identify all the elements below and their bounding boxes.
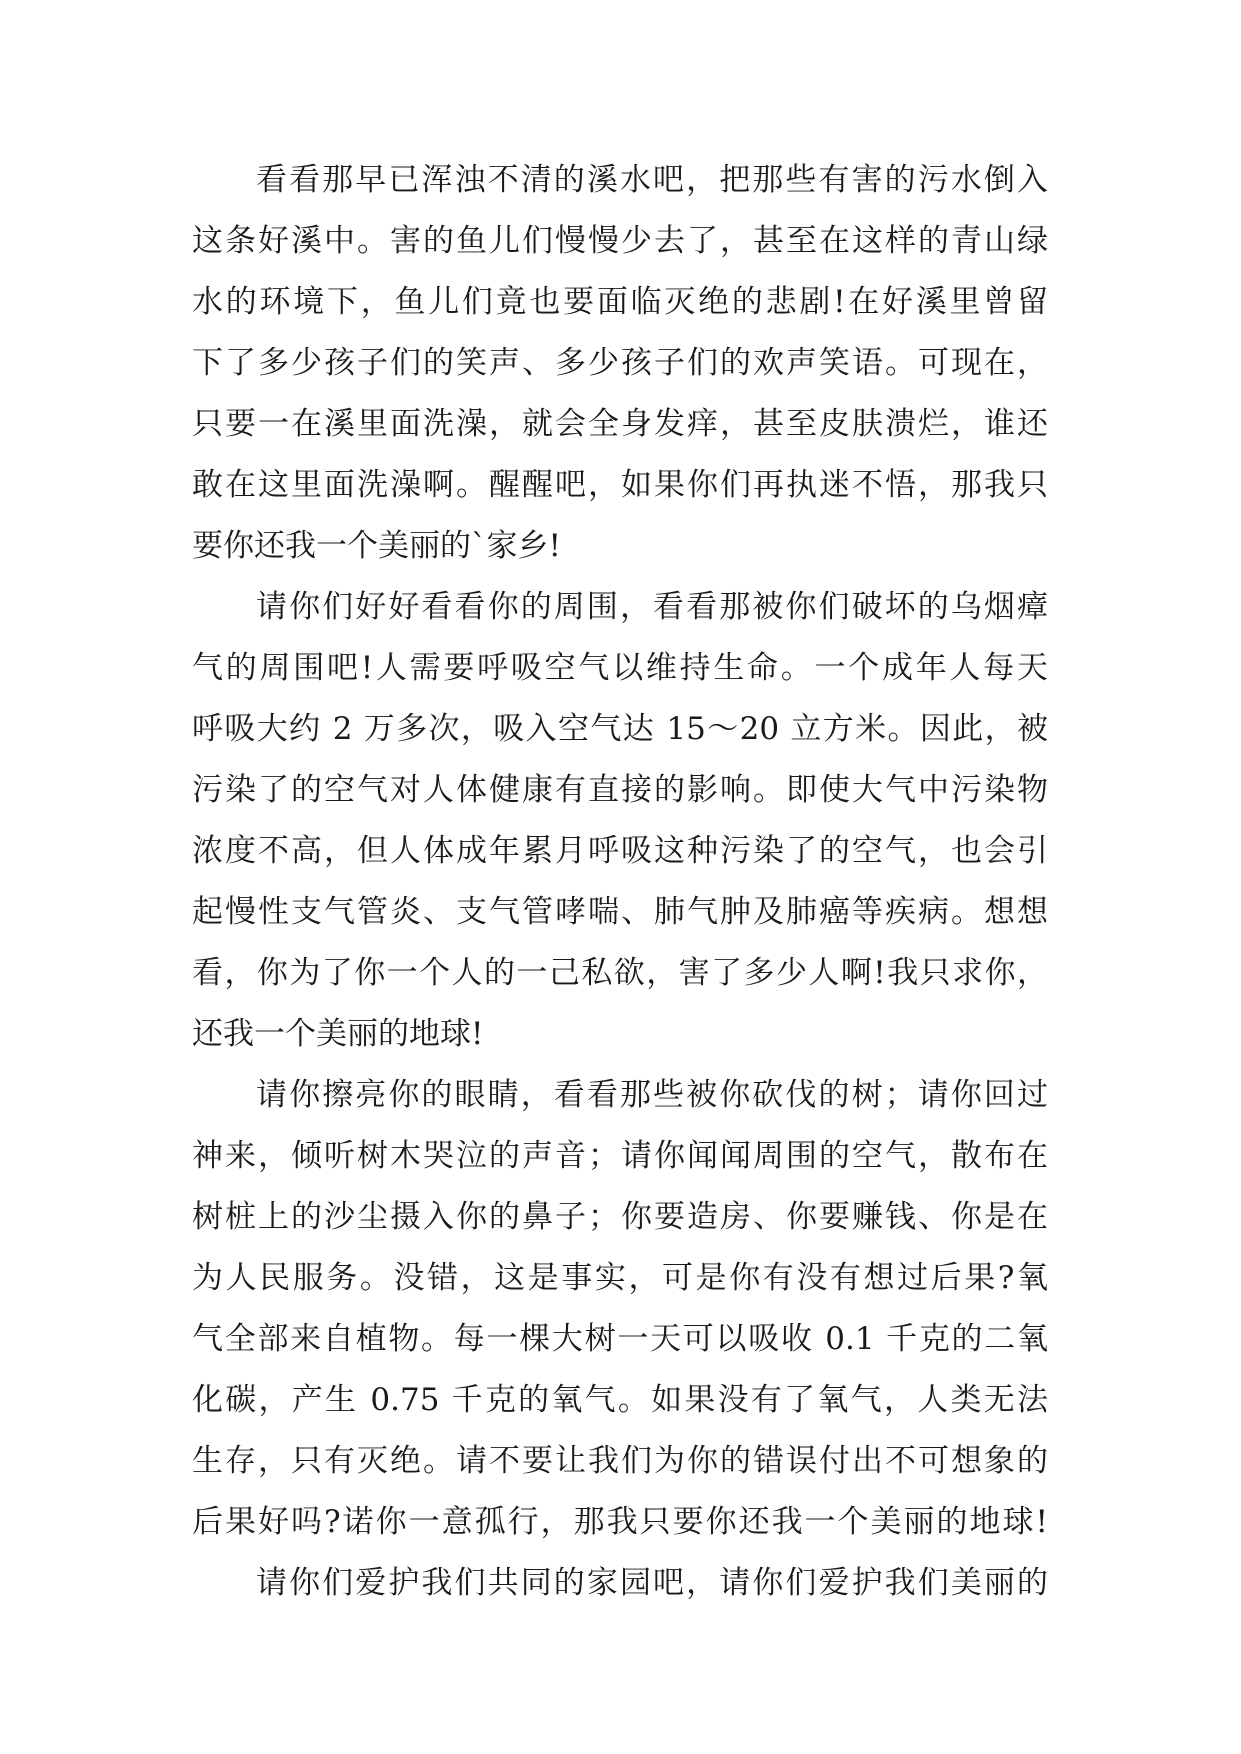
text-line: 要你还我一个美丽的`家乡!: [192, 528, 561, 564]
text-line: 这条好溪中。害的鱼儿们慢慢少去了，甚至在这样的青山绿: [192, 223, 1048, 259]
text-line: 看看那早已浑浊不清的溪水吧，把那些有害的污水倒入: [256, 162, 1048, 198]
text-line: 敢在这里面洗澡啊。醒醒吧，如果你们再执迷不悟，那我只: [192, 467, 1048, 503]
text-line: 气的周围吧!人需要呼吸空气以维持生命。一个成年人每天: [192, 650, 1048, 686]
text-line: 水的环境下，鱼儿们竟也要面临灭绝的悲剧!在好溪里曾留: [192, 284, 1048, 320]
text-line: 为人民服务。没错，这是事实，可是你有没有想过后果?氧: [192, 1260, 1048, 1296]
paragraph: [192, 150, 1048, 577]
document-page: [192, 150, 1048, 1614]
text-line: 气全部来自植物。每一棵大树一天可以吸收 0.1 千克的二氧: [192, 1321, 1048, 1357]
text-line: 还我一个美丽的地球!: [192, 1016, 484, 1052]
text-line: 请你们好好看看你的周围，看看那被你们破坏的乌烟瘴: [256, 589, 1048, 625]
text-line: 请你擦亮你的眼睛，看看那些被你砍伐的树；请你回过: [256, 1077, 1048, 1113]
text-line: 树桩上的沙尘摄入你的鼻子；你要造房、你要赚钱、你是在: [192, 1199, 1048, 1235]
text-line: 化碳，产生 0.75 千克的氧气。如果没有了氧气，人类无法: [192, 1382, 1048, 1418]
text-line: 起慢性支气管炎、支气管哮喘、肺气肿及肺癌等疾病。想想: [192, 894, 1048, 930]
paragraph: [192, 1553, 1048, 1614]
text-line: 看，你为了你一个人的一己私欲，害了多少人啊!我只求你，: [192, 955, 1048, 991]
text-line: 呼吸大约 2 万多次，吸入空气达 15～20 立方米。因此，被: [192, 711, 1048, 747]
text-line: 浓度不高，但人体成年累月呼吸这种污染了的空气，也会引: [192, 833, 1048, 869]
paragraph: [192, 1065, 1048, 1553]
text-line: 只要一在溪里面洗澡，就会全身发痒，甚至皮肤溃烂，谁还: [192, 406, 1048, 442]
text-line: 下了多少孩子们的笑声、多少孩子们的欢声笑语。可现在，: [192, 345, 1048, 381]
text-line: 请你们爱护我们共同的家园吧，请你们爱护我们美丽的: [256, 1565, 1048, 1601]
text-line: 生存，只有灭绝。请不要让我们为你的错误付出不可想象的: [192, 1443, 1048, 1479]
text-line: 污染了的空气对人体健康有直接的影响。即使大气中污染物: [192, 772, 1048, 808]
text-line: 神来，倾听树木哭泣的声音；请你闻闻周围的空气，散布在: [192, 1138, 1048, 1174]
paragraph: [192, 577, 1048, 1065]
text-line: 后果好吗?诺你一意孤行，那我只要你还我一个美丽的地球!: [192, 1504, 1048, 1540]
